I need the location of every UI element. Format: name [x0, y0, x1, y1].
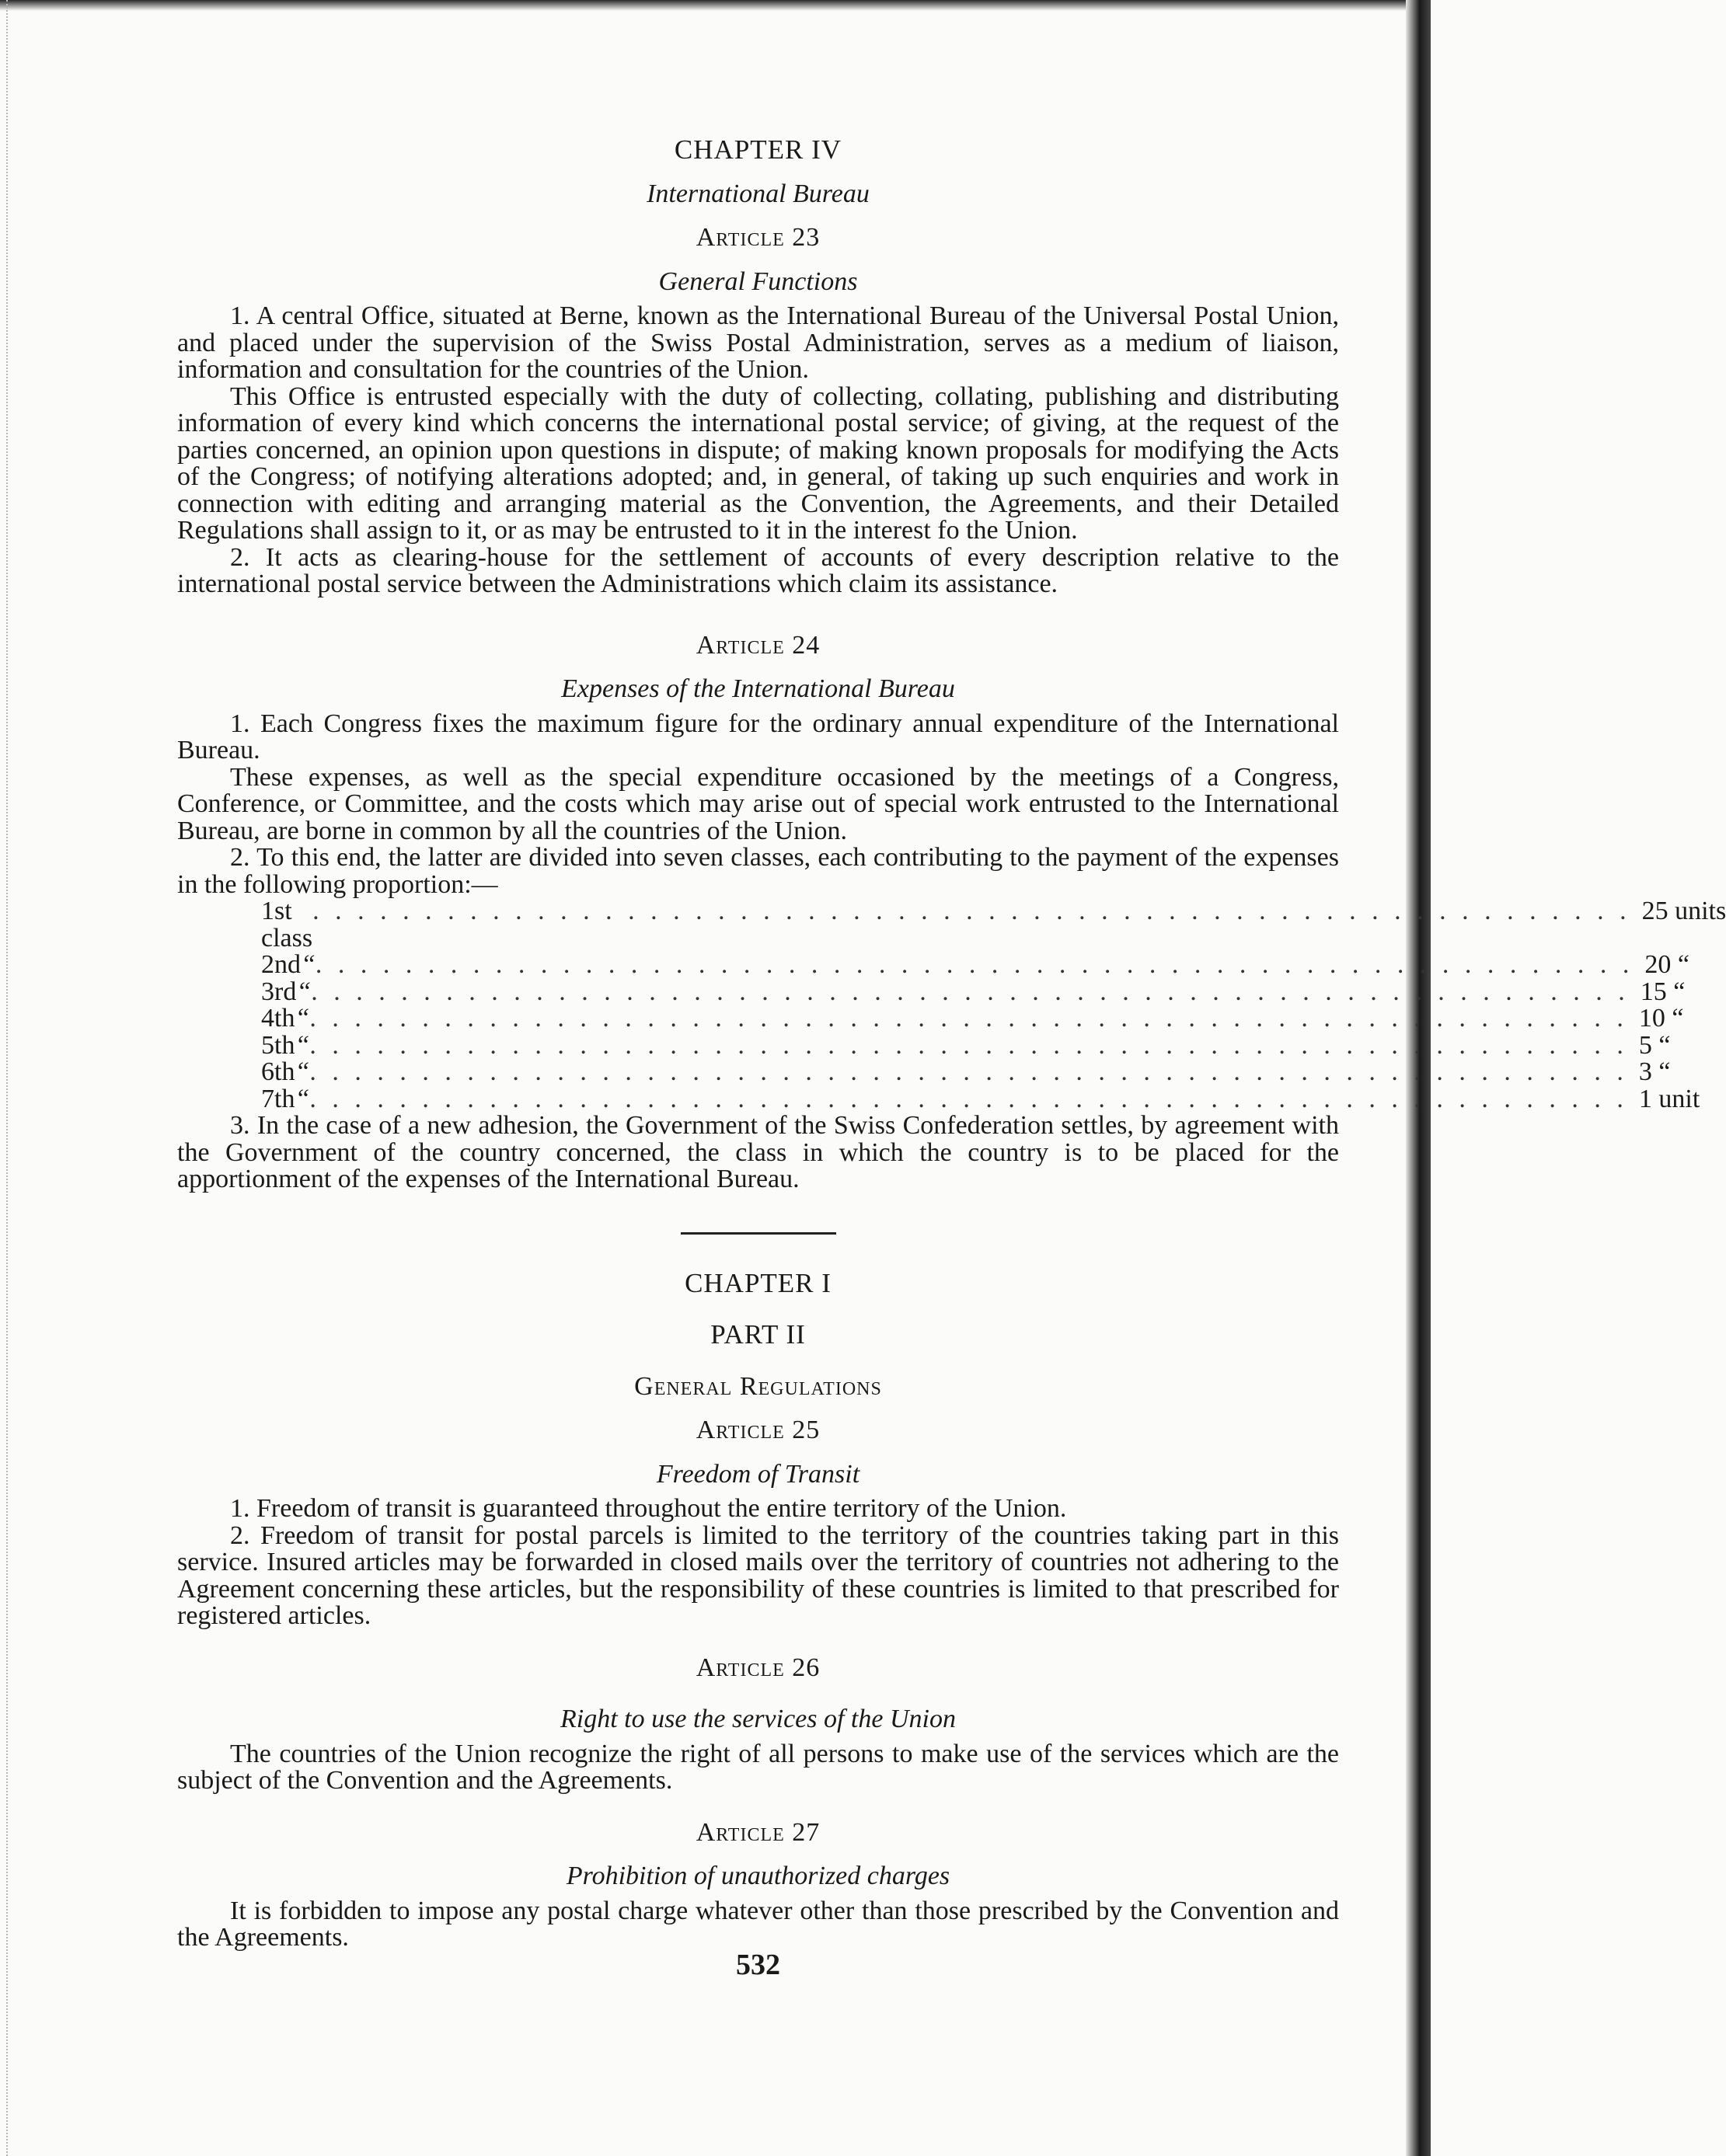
article-23-label: Article 23	[696, 223, 821, 252]
article-24-label: Article 24	[696, 630, 821, 660]
dot-leader: . . . . . . . . . . . . . . . . . . . . . . . . . . . . . . . . . . . . . . . . . . . . . . . . . . . . . . . . . . .	[311, 977, 1630, 1006]
dot-leader: . . . . . . . . . . . . . . . . . . . . . . . . . . . . . . . . . . . . . . . . . . . . . . . . . . . . . . . . . . .	[312, 897, 1631, 925]
page-number: 532	[736, 1948, 780, 1981]
chapter-i-heading: CHAPTER I	[685, 1267, 832, 1298]
ditto-mark: “	[295, 1004, 310, 1033]
chapter-iv-subtitle: International Bureau	[647, 179, 870, 208]
article-27-para-1: It is forbidden to impose any postal charge whatever other than those prescribed by the Convention and the Agreements.	[177, 1896, 1339, 1952]
class-name: 1st class	[261, 897, 313, 953]
class-units: 3 “	[1638, 1057, 1671, 1086]
class-units: 20 “	[1644, 950, 1690, 979]
class-row	[261, 1004, 1684, 1033]
scan-left-margin	[6, 0, 11, 2156]
article-26-para-1: The countries of the Union recognize the right of all persons to make use of the services which are the subject of the Convention and the Agreements.	[177, 1739, 1339, 1795]
class-units: 10 “	[1638, 1004, 1684, 1033]
article-24-para-2: These expenses, as well as the special expenditure occasioned by the meetings of a Congress, Conference, or Committee, and the costs which may arise out of special work entrusted to the International Bureau, are borne in common by all the countries of the Union.	[177, 762, 1339, 845]
ditto-mark: “	[295, 1030, 310, 1060]
class-row	[261, 1030, 1671, 1060]
class-name: 2nd	[261, 950, 301, 979]
dot-leader: . . . . . . . . . . . . . . . . . . . . . . . . . . . . . . . . . . . . . . . . . . . . . . . . . . . . . . . . . . .	[309, 1030, 1628, 1060]
class-name: 6th	[261, 1057, 295, 1086]
article-24-para-3: 2. To this end, the latter are divided into seven classes, each contributing to the payment of the expenses in the following proportion:—	[177, 843, 1339, 899]
chapter-iv-heading: CHAPTER IV	[674, 134, 842, 165]
article-24-title: Expenses of the International Bureau	[561, 674, 955, 703]
dot-leader: . . . . . . . . . . . . . . . . . . . . . . . . . . . . . . . . . . . . . . . . . . . . . . . . . . . . . . . . . . .	[309, 1057, 1628, 1086]
dot-leader: . . . . . . . . . . . . . . . . . . . . . . . . . . . . . . . . . . . . . . . . . . . . . . . . . . . . . . . . . . .	[309, 1004, 1628, 1033]
ditto-mark: “	[295, 1084, 310, 1113]
class-units: 1 unit	[1638, 1084, 1700, 1113]
class-row	[261, 1057, 1671, 1086]
general-regulations-heading: General Regulations	[634, 1371, 882, 1401]
dot-leader: . . . . . . . . . . . . . . . . . . . . . . . . . . . . . . . . . . . . . . . . . . . . . . . . . . . . . . . . . . .	[315, 950, 1634, 979]
ditto-mark: “	[301, 950, 316, 979]
class-name: 4th	[261, 1004, 295, 1033]
article-25-title: Freedom of Transit	[656, 1459, 860, 1489]
document-page	[177, 134, 1726, 1981]
dot-leader: . . . . . . . . . . . . . . . . . . . . . . . . . . . . . . . . . . . . . . . . . . . . . . . . . . . . . . . . . . .	[309, 1084, 1628, 1113]
class-row	[261, 950, 1690, 979]
article-23-para-1: 1. A central Office, situated at Berne, known as the International Bureau of the Universal Postal Union, and placed under the supervision of the Swiss Postal Administration, serves as a medium of liaison, information and consultation for the countries of the Union.	[177, 301, 1339, 384]
article-24-para-4: 3. In the case of a new adhesion, the Government of the Swiss Confederation settles, by agreement with the Government of the country concerned, the class in which the country is to be placed for the apportionment of the expenses of the International Bureau.	[177, 1111, 1339, 1193]
class-row	[261, 1084, 1700, 1113]
class-units: 25 units	[1641, 897, 1726, 925]
class-name: 7th	[261, 1084, 295, 1113]
article-26-label: Article 26	[696, 1653, 821, 1682]
class-name: 5th	[261, 1030, 295, 1060]
contribution-classes-list	[261, 897, 1726, 1113]
article-24-para-1: 1. Each Congress fixes the maximum figure for the ordinary annual expenditure of the International Bureau.	[177, 709, 1339, 765]
article-25-para-2: 2. Freedom of transit for postal parcels is limited to the territory of the countries taking part in this service. Insured articles may be forwarded in closed mails over the territory of countries not adhering to the Agreement concerning these articles, but the responsibility of these countries is limited to that prescribed for registered articles.	[177, 1520, 1339, 1630]
part-ii-heading: PART II	[710, 1319, 806, 1350]
article-23-para-2: This Office is entrusted especially with the duty of collecting, collating, publishing and distributing information of every kind which concerns the international postal service; of giving, at the request of the parties concerned, an opinion upon questions in dispute; of making known proposals for modifying the Acts of the Congress; of notifying alterations adopted; and, in general, of taking up such enquiries and work in connection with editing and arranging material as the Convention, the Agreements, and their Detailed Regulations shall assign to it, or as may be entrusted to it in the interest fo the Union.	[177, 381, 1339, 545]
article-26-title: Right to use the services of the Union	[560, 1705, 956, 1733]
article-25-label: Article 25	[696, 1416, 821, 1444]
article-25-para-1: 1. Freedom of transit is guaranteed throughout the entire territory of the Union.	[230, 1494, 1067, 1523]
class-units: 5 “	[1638, 1030, 1671, 1060]
article-23-title: General Functions	[658, 266, 858, 296]
scan-top-edge	[0, 0, 1431, 11]
article-23-para-3: 2. It acts as clearing-house for the settlement of accounts of every description relative to the international postal service between the Administrations which claim its assistance.	[177, 542, 1339, 598]
ditto-mark: “	[296, 977, 312, 1006]
article-27-title: Prohibition of unauthorized charges	[566, 1862, 950, 1890]
class-row	[261, 977, 1686, 1006]
class-units: 15 “	[1640, 977, 1686, 1006]
class-row	[261, 897, 1726, 953]
class-name: 3rd	[261, 977, 297, 1006]
article-27-label: Article 27	[696, 1817, 821, 1847]
ditto-mark: “	[295, 1057, 310, 1086]
